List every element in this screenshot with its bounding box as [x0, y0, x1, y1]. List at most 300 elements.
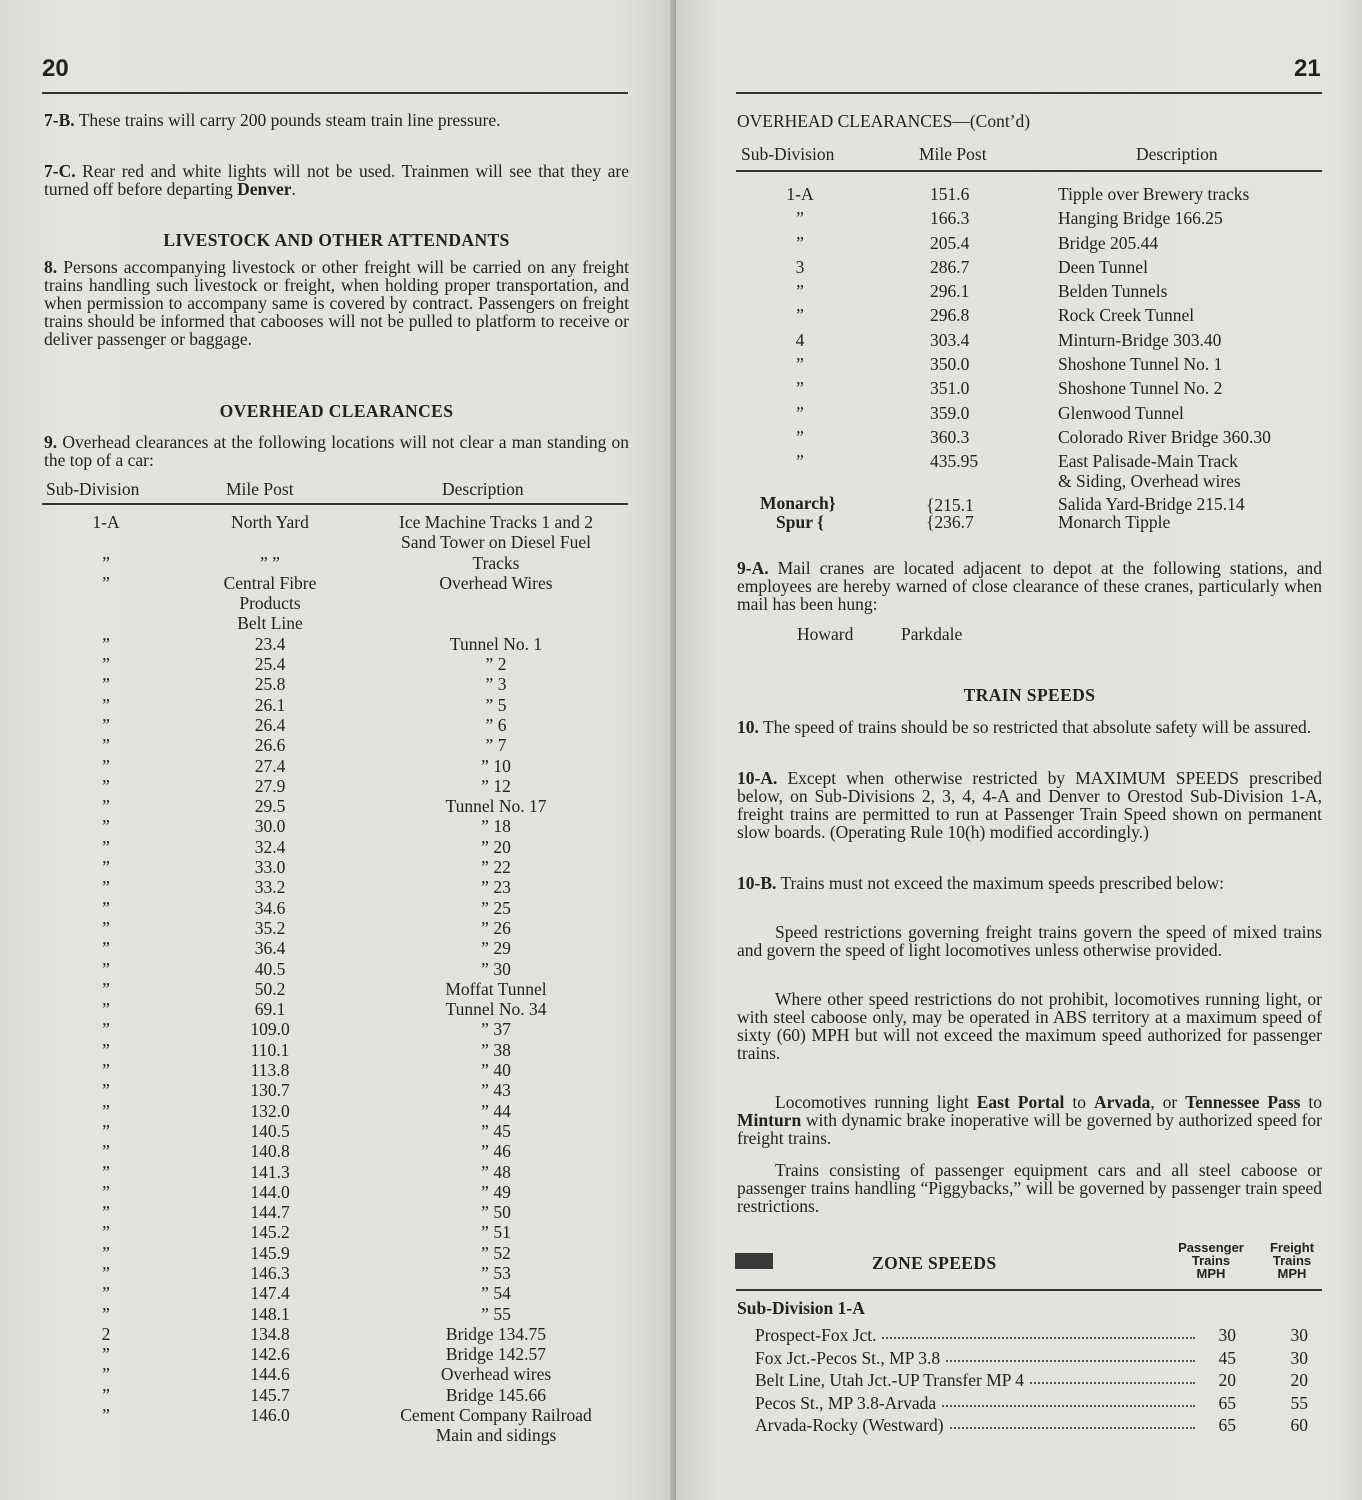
table-row	[0, 1122, 676, 1142]
description-cell: Deen Tunnel	[1058, 256, 1148, 277]
description-cell: ” 45	[481, 1120, 511, 1141]
punctuation: .	[291, 179, 296, 199]
bold-term: Minturn	[737, 1110, 802, 1130]
subdivision-cell: ”	[796, 426, 804, 447]
subdivision-cell: ”	[102, 1019, 110, 1040]
table-row	[0, 878, 676, 898]
text-run: , or	[1150, 1092, 1178, 1112]
description-cell: Ice Machine Tracks 1 and 2	[399, 512, 593, 532]
table-continuation: & Siding, Overhead wires	[1058, 471, 1241, 491]
description-cell: ” 20	[481, 836, 511, 857]
bold-term: Arvada	[1093, 1092, 1151, 1112]
subdivision-cell: ”	[102, 917, 110, 938]
milepost-cell: 130.7	[250, 1080, 290, 1101]
table-row	[0, 1142, 676, 1162]
subdivision-cell: 2	[101, 1323, 111, 1344]
description-cell: ” 48	[481, 1161, 511, 1182]
subdivision-cell: ”	[102, 1283, 110, 1304]
paragraph-mixed-trains: Speed restrictions governing freight trains govern the speed of mixed trains and govern the speed of light locomotives unless otherwise provided.	[737, 922, 1322, 960]
right-page	[676, 0, 1362, 1500]
table-row	[0, 1264, 676, 1284]
description-cell: Tunnel No. 1	[449, 633, 543, 654]
subdivision-cell: ”	[102, 938, 110, 959]
table-row	[0, 1020, 676, 1040]
left-page	[0, 0, 676, 1500]
header-line: Passenger	[1178, 1240, 1244, 1255]
column-header-milepost: Mile Post	[919, 144, 987, 164]
table-row	[0, 594, 676, 614]
zone-name: Arvada-Rocky (Westward)	[755, 1415, 948, 1436]
subdivision-cell: ”	[102, 1100, 110, 1121]
section-heading: TRAIN SPEEDS	[963, 685, 1096, 705]
milepost-cell: 144.7	[250, 1202, 290, 1223]
paragraph-number: 7-C.	[44, 161, 76, 181]
table-row	[676, 379, 1362, 403]
milepost-cell: 25.8	[254, 674, 286, 695]
subdivision-cell: ”	[102, 1384, 110, 1405]
table-row	[0, 1183, 676, 1203]
milepost-cell: 26.6	[254, 735, 286, 756]
paragraph-10b	[737, 874, 1322, 892]
milepost-cell: 34.6	[254, 897, 286, 918]
milepost-cell: 296.8	[930, 305, 970, 326]
table-row	[0, 533, 676, 553]
description-cell: Tunnel No. 34	[445, 999, 547, 1020]
table-header-rule	[736, 170, 1322, 172]
table-row	[0, 858, 676, 878]
description-cell: Colorado River Bridge 360.30	[1058, 426, 1271, 447]
page-number: 20	[42, 55, 69, 82]
milepost-cell: 27.9	[254, 775, 286, 796]
table-row	[0, 1041, 676, 1061]
milepost-cell: 33.2	[254, 877, 286, 898]
milepost-cell: 27.4	[254, 755, 286, 776]
header-line: Trains	[1272, 1253, 1312, 1268]
paragraph-number: 10-B.	[737, 873, 777, 893]
header-line: Trains	[1191, 1253, 1231, 1268]
description-cell: Shoshone Tunnel No. 1	[1058, 354, 1223, 375]
milepost-cell: North Yard	[231, 512, 309, 532]
description-cell: Tipple over Brewery tracks	[1058, 184, 1250, 204]
table-row	[0, 716, 676, 736]
table-row	[676, 306, 1362, 330]
milepost-cell: 35.2	[254, 917, 286, 938]
description-cell: ” 6	[485, 714, 507, 735]
paragraph-number: 7-B.	[44, 110, 75, 130]
zone-row	[676, 1415, 1362, 1438]
milepost-cell: ” ”	[260, 552, 280, 573]
subdivision-cell: ”	[796, 208, 804, 229]
paragraph-text: Trains must not exceed the maximum speeds prescribed below:	[780, 873, 1225, 893]
table-row	[0, 1305, 676, 1325]
description-cell: Shoshone Tunnel No. 2	[1058, 378, 1223, 399]
milepost-cell: 110.1	[250, 1039, 290, 1060]
table-row	[0, 1284, 676, 1304]
table-row	[0, 838, 676, 858]
description-cell: Overhead Wires	[439, 572, 553, 593]
column-header-milepost: Mile Post	[226, 479, 294, 499]
subdivision-cell: ”	[796, 281, 804, 302]
passenger-speed: 45	[1218, 1347, 1236, 1368]
paragraph-dynamic-brake	[737, 1093, 1322, 1147]
freight-column-header	[1260, 1241, 1324, 1280]
table-row	[0, 1365, 676, 1385]
description-cell: ” 46	[481, 1141, 511, 1162]
paragraph-number: 9-A.	[737, 558, 769, 578]
description-cell: ” 43	[481, 1080, 511, 1101]
table-row	[0, 1244, 676, 1264]
paragraph-piggybacks: Trains consisting of passenger equipment cars and all steel caboose or passenger trains handling “Piggybacks,” will be governed by passenger train speed restrictions.	[737, 1160, 1322, 1216]
milepost-cell: 109.0	[250, 1019, 290, 1040]
table-row	[0, 1061, 676, 1081]
description-cell: ” 23	[481, 877, 511, 898]
milepost-cell: 140.5	[250, 1120, 290, 1141]
subdivision-cell: ”	[102, 1060, 110, 1081]
paragraph-text: Overhead clearances at the following locations will not clear a man standing on the top of a car:	[44, 432, 630, 470]
milepost-cell: 113.8	[250, 1060, 290, 1081]
column-header-subdivision: Sub-Division	[46, 479, 140, 499]
section-heading: OVERHEAD CLEARANCES	[219, 401, 454, 421]
subdivision-cell: 4	[795, 329, 805, 350]
description-cell: Tracks	[472, 552, 520, 573]
paragraph-text: Mail cranes are located adjacent to depot at the following stations, and employees are hereby warned of close clearance of these cranes, particularly when mail has been hung:	[737, 558, 1322, 614]
subdivision-cell: ”	[102, 877, 110, 898]
description-cell: Sand Tower on Diesel Fuel	[401, 532, 591, 553]
subdivision-cell: ”	[102, 633, 110, 654]
description-cell: Bridge 205.44	[1058, 232, 1159, 253]
description-cell: Moffat Tunnel	[445, 978, 547, 999]
description-cell: ” 40	[481, 1060, 511, 1081]
freight-speed: 30	[1290, 1347, 1308, 1368]
zone-marker-block	[735, 1253, 773, 1269]
passenger-speed: 20	[1218, 1370, 1236, 1390]
header-line: MPH	[1277, 1266, 1307, 1281]
section-title: OVERHEAD CLEARANCES—(Cont’d)	[737, 111, 1031, 131]
milepost-cell: 144.0	[250, 1181, 290, 1202]
station-name: Howard	[797, 624, 854, 644]
paragraph-8	[44, 258, 629, 348]
zone-header-rule	[736, 1289, 1322, 1291]
subdivision-cell: ”	[102, 1242, 110, 1263]
bold-term: Tennessee Pass	[1185, 1092, 1301, 1112]
milepost-cell: 145.2	[250, 1222, 290, 1243]
zone-speed-table	[676, 1325, 1362, 1438]
table-row	[0, 899, 676, 919]
subdivision-cell: ”	[102, 1202, 110, 1223]
zone-row	[676, 1325, 1362, 1348]
description-cell: ” 44	[481, 1100, 511, 1121]
table-row	[0, 757, 676, 777]
milepost-cell: 142.6	[250, 1344, 290, 1365]
table-row	[0, 675, 676, 695]
milepost-cell: 435.95	[930, 451, 979, 472]
milepost-cell: 23.4	[254, 633, 286, 654]
milepost-cell: 303.4	[930, 329, 970, 350]
description-cell: Bridge 145.66	[445, 1384, 547, 1405]
description-cell: Rock Creek Tunnel	[1058, 305, 1195, 326]
table-row	[676, 452, 1362, 476]
paragraph-number: 10.	[737, 717, 759, 737]
milepost-cell: 134.8	[250, 1323, 290, 1344]
subdivision-cell: 1-A	[786, 184, 814, 204]
text-run: with dynamic brake inoperative will be governed by authorized speed for freight trains.	[737, 1110, 1322, 1148]
monarch-subdivision: Spur {	[776, 512, 824, 532]
description-cell: ” 26	[481, 917, 511, 938]
subdivision-cell: ”	[102, 1120, 110, 1141]
station-name: Parkdale	[901, 624, 963, 644]
text-run: to	[1308, 1092, 1322, 1112]
description-cell: ” 49	[481, 1181, 511, 1202]
description-cell: ” 25	[481, 897, 511, 918]
milepost-cell: 132.0	[250, 1100, 290, 1121]
description-cell: ” 12	[481, 775, 511, 796]
zone-name: Prospect-Fox Jct.	[755, 1325, 881, 1346]
subdivision-cell: ”	[796, 354, 804, 375]
column-header-subdivision: Sub-Division	[741, 144, 835, 164]
table-row	[0, 736, 676, 756]
paragraph-text: These trains will carry 200 pounds steam train line pressure.	[78, 110, 501, 130]
subdivision-cell: ”	[102, 816, 110, 837]
description-cell: ” 3	[485, 674, 507, 695]
monarch-subdivision: Monarch}	[760, 493, 836, 513]
table-row	[0, 1163, 676, 1183]
subdivision-cell: ”	[102, 775, 110, 796]
table-row	[676, 428, 1362, 452]
subdivision-cell: ”	[102, 999, 110, 1020]
description-cell: Bridge 142.57	[445, 1344, 547, 1365]
paragraph-number: 10-A.	[737, 768, 778, 788]
description-cell: ” 51	[481, 1222, 511, 1243]
zone-subdivision: Sub-Division 1-A	[737, 1298, 865, 1318]
table-row	[676, 355, 1362, 379]
milepost-cell: 69.1	[254, 999, 286, 1020]
subdivision-cell: ”	[102, 1222, 110, 1243]
milepost-cell: 360.3	[930, 426, 970, 447]
table-row	[0, 574, 676, 594]
milepost-cell: Products	[239, 593, 301, 614]
subdivision-cell: ”	[102, 1039, 110, 1060]
clearance-table	[676, 185, 1362, 477]
subdivision-cell: ”	[102, 836, 110, 857]
zone-name: Pecos St., MP 3.8-Arvada	[755, 1393, 940, 1414]
milepost-cell: 351.0	[930, 378, 970, 399]
subdivision-cell: ”	[102, 1364, 110, 1385]
monarch-description: Salida Yard-Bridge 215.14	[1058, 494, 1245, 514]
subdivision-cell: ”	[102, 1080, 110, 1101]
subdivision-cell: 3	[795, 256, 805, 277]
table-row	[676, 185, 1362, 209]
subdivision-cell: ”	[102, 958, 110, 979]
table-row	[676, 234, 1362, 258]
table-row	[0, 797, 676, 817]
subdivision-cell: ”	[102, 897, 110, 918]
table-row	[676, 282, 1362, 306]
header-line: MPH	[1196, 1266, 1226, 1281]
subdivision-cell: ”	[102, 796, 110, 817]
milepost-cell: 296.1	[930, 281, 970, 302]
subdivision-cell: ”	[102, 654, 110, 675]
table-row	[0, 960, 676, 980]
description-cell: ” 50	[481, 1202, 511, 1223]
table-row	[0, 1081, 676, 1101]
paragraph-10	[737, 718, 1322, 736]
subdivision-cell: ”	[796, 305, 804, 326]
description-cell: ” 52	[481, 1242, 511, 1263]
description-cell: Hanging Bridge 166.25	[1058, 208, 1223, 229]
clearance-table	[0, 513, 676, 1447]
table-header-rule	[42, 503, 628, 505]
milepost-cell: 151.6	[930, 184, 970, 204]
description-cell: Tunnel No. 17	[445, 796, 547, 817]
monarch-milepost: {215.1	[926, 495, 974, 515]
subdivision-cell: ”	[102, 857, 110, 878]
milepost-cell: 26.4	[254, 714, 286, 735]
zone-name: Fox Jct.-Pecos St., MP 3.8	[755, 1348, 944, 1369]
milepost-cell: 32.4	[254, 836, 286, 857]
zone-speeds-title: ZONE SPEEDS	[872, 1253, 997, 1273]
bold-term: Denver	[237, 179, 292, 199]
freight-speed: 55	[1290, 1392, 1308, 1413]
table-row	[0, 1203, 676, 1223]
subdivision-cell: ”	[102, 1181, 110, 1202]
subdivision-cell: ”	[102, 714, 110, 735]
description-cell: Overhead wires	[440, 1364, 552, 1385]
subdivision-cell: ”	[102, 1344, 110, 1365]
milepost-cell: 141.3	[250, 1161, 290, 1182]
description-cell: Belden Tunnels	[1058, 281, 1168, 302]
subdivision-cell: ”	[102, 755, 110, 776]
subdivision-cell: ”	[796, 451, 804, 472]
header-rule	[42, 92, 628, 94]
paragraph-text: Rear red and white lights will not be used. Trainmen will see that they are turned off before departing	[44, 161, 629, 199]
description-cell: Glenwood Tunnel	[1058, 402, 1184, 423]
milepost-cell: Central Fibre	[223, 572, 317, 593]
milepost-cell: 29.5	[254, 796, 286, 817]
text-run: Locomotives running light	[775, 1092, 969, 1112]
subdivision-cell: ”	[102, 674, 110, 695]
milepost-cell: 33.0	[254, 857, 286, 878]
description-cell: ” 29	[481, 938, 511, 959]
table-row	[676, 404, 1362, 428]
subdivision-cell: ”	[102, 1141, 110, 1162]
milepost-cell: 40.5	[254, 958, 286, 979]
monarch-milepost: {236.7	[926, 512, 974, 532]
description-cell: ” 7	[485, 735, 507, 756]
zone-row	[676, 1370, 1362, 1393]
milepost-cell: 145.9	[250, 1242, 290, 1263]
milepost-cell: 50.2	[254, 978, 286, 999]
description-cell: ” 38	[481, 1039, 511, 1060]
header-rule	[736, 92, 1322, 94]
subdivision-cell: ”	[102, 735, 110, 756]
zone-row	[676, 1348, 1362, 1371]
table-row	[0, 1000, 676, 1020]
monarch-description: Monarch Tipple	[1058, 512, 1171, 532]
table-row	[0, 1406, 676, 1426]
zone-row	[676, 1393, 1362, 1416]
table-row	[0, 554, 676, 574]
table-row	[0, 1345, 676, 1365]
milepost-cell: 205.4	[930, 232, 970, 253]
description-cell: ” 10	[481, 755, 511, 776]
passenger-speed: 65	[1218, 1392, 1236, 1413]
paragraph-number: 9.	[44, 432, 58, 452]
paragraph-light-locomotives: Where other speed restrictions do not prohibit, locomotives running light, or with steel caboose only, may be operated in ABS territory at a maximum speed of sixty (60) MPH but will not exceed the maximum speed authorized for passenger trains.	[737, 989, 1322, 1063]
paragraph-9a	[737, 559, 1322, 613]
column-header-description: Description	[1136, 144, 1218, 164]
milepost-cell: 286.7	[930, 256, 970, 277]
subdivision-cell: ”	[102, 1262, 110, 1283]
milepost-cell: 140.8	[250, 1141, 290, 1162]
table-row	[0, 777, 676, 797]
description-cell: ” 37	[481, 1019, 511, 1040]
subdivision-cell: ”	[796, 378, 804, 399]
table-row	[0, 1223, 676, 1243]
table-row	[0, 1386, 676, 1406]
table-row	[0, 513, 676, 533]
table-row	[676, 209, 1362, 233]
table-row	[0, 817, 676, 837]
passenger-speed: 65	[1218, 1415, 1236, 1435]
subdivision-cell: ”	[102, 1161, 110, 1182]
table-row	[0, 939, 676, 959]
subdivision-cell: ”	[102, 978, 110, 999]
milepost-cell: 146.0	[250, 1405, 290, 1426]
paragraph-text: Except when otherwise restricted by MAXIMUM SPEEDS prescribed below, on Sub-Divisions 2, 3, 4, 4-A and Denver to Orestod Sub-Division 1-A, freight trains are permitted to run at Passenger Train Speed shown on permanent slow boards. (Operating Rule 10(h) modified accordingly.)	[737, 768, 1322, 842]
zone-name: Belt Line, Utah Jct.-UP Transfer MP 4	[755, 1370, 1028, 1391]
milepost-cell: 144.6	[250, 1364, 290, 1385]
bold-term: East Portal	[976, 1092, 1065, 1112]
description-cell: ” 22	[481, 857, 511, 878]
table-row	[0, 919, 676, 939]
paragraph-7c	[44, 162, 629, 198]
description-cell: Bridge 134.75	[445, 1323, 547, 1344]
milepost-cell: 26.1	[254, 694, 286, 715]
milepost-cell: 36.4	[254, 938, 286, 959]
milepost-cell: 359.0	[930, 402, 970, 423]
subdivision-cell: ”	[796, 232, 804, 253]
subdivision-cell: ”	[102, 1405, 110, 1426]
milepost-cell: 146.3	[250, 1262, 290, 1283]
milepost-cell: 166.3	[930, 208, 970, 229]
milepost-cell: 30.0	[254, 816, 286, 837]
freight-speed: 60	[1290, 1415, 1308, 1435]
section-heading: LIVESTOCK AND OTHER ATTENDANTS	[163, 230, 510, 250]
table-row	[676, 331, 1362, 355]
description-cell: East Palisade-Main Track	[1058, 451, 1238, 472]
subdivision-cell: ”	[796, 402, 804, 423]
table-row	[0, 1426, 676, 1446]
table-row	[0, 655, 676, 675]
paragraph-text: Persons accompanying livestock or other freight will be carried on any freight trains handling such livestock or freight, when holding proper transportation, and when permission to accompany same is covered by contract. Passengers on freight trains should be informed that cabooses will not be pulled to platform to receive or deliver passenger or baggage.	[44, 257, 629, 349]
description-cell: ” 30	[481, 958, 511, 979]
description-cell: Minturn-Bridge 303.40	[1058, 329, 1222, 350]
description-cell: Main and sidings	[435, 1425, 557, 1446]
milepost-cell: 25.4	[254, 654, 286, 675]
subdivision-cell: ”	[102, 1303, 110, 1324]
subdivision-cell: ”	[102, 552, 110, 573]
column-header-description: Description	[442, 479, 524, 499]
header-line: Freight	[1269, 1240, 1315, 1255]
milepost-cell: 147.4	[250, 1283, 290, 1304]
passenger-column-header	[1168, 1241, 1254, 1280]
table-row	[0, 635, 676, 655]
description-cell: ” 18	[481, 816, 511, 837]
subdivision-cell: ”	[102, 572, 110, 593]
subdivision-cell: 1-A	[92, 512, 120, 532]
freight-speed: 30	[1290, 1325, 1308, 1345]
description-cell: ” 5	[485, 694, 507, 715]
